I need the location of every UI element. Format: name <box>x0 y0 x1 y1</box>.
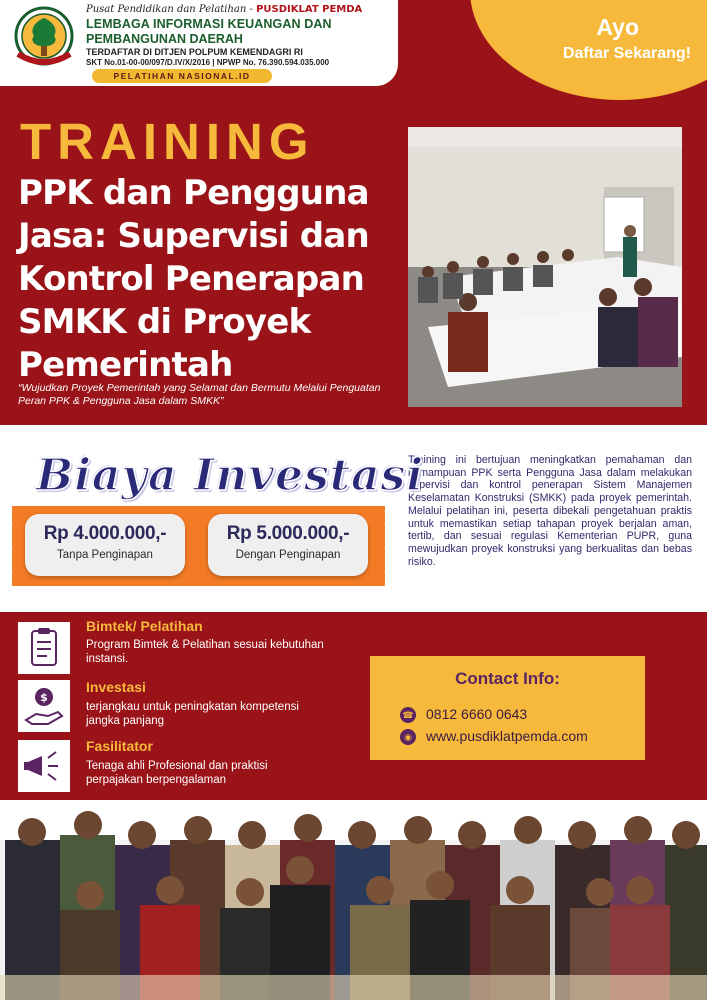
money-hand-icon <box>18 680 70 732</box>
training-tagline: “Wujudkan Proyek Pemerintah yang Selamat dan Bermutu Melalui Penguatan Peran PPK & Pengguna Jasa dalam SMKK” <box>18 382 381 407</box>
phone-icon: ☎ <box>400 707 416 723</box>
pricing-title: Biaya Investasi <box>36 450 425 501</box>
cta-line-2[interactable]: Daftar Sekarang! <box>562 45 691 62</box>
price-amount: Rp 4.000.000,- <box>43 523 167 544</box>
registration-text: TERDAFTAR DI DITJEN POLPUM KEMENDAGRI RI <box>86 47 303 57</box>
header-line-1: Pusat Pendidikan dan Pelatihan - PUSDIKLAT PEMDA <box>86 4 363 15</box>
feature-text-investasi: terjangkau untuk peningkatan kompetensi jangka panjang <box>86 701 299 727</box>
organization-header <box>0 0 398 86</box>
feature-text-bimtek: Program Bimtek & Pelatihan sesuai kebutuhan instansi. <box>86 639 324 665</box>
website-link[interactable]: www.pusdiklatpemda.com <box>426 728 588 744</box>
skt-npwp-text: SKT No.01-00-00/097/D.IV/X/2016 | NPWP No. 76.390.594.035.000 <box>86 58 330 67</box>
classroom-photo <box>408 127 682 407</box>
contact-website[interactable] <box>400 728 588 745</box>
contact-phone[interactable] <box>400 706 527 723</box>
megaphone-icon <box>18 740 70 792</box>
svg-text:$: $ <box>40 691 48 704</box>
clipboard-icon <box>18 622 70 674</box>
website-badge[interactable]: PELATIHAN NASIONAL.ID <box>92 69 272 83</box>
org-name-line-1: LEMBAGA INFORMASI KEUANGAN DAN <box>86 17 332 31</box>
price-amount: Rp 5.000.000,- <box>226 523 350 544</box>
organization-logo <box>8 6 80 68</box>
training-label: TRAINING <box>20 113 315 170</box>
feature-text-fasilitator: Tenaga ahli Profesional dan praktisi perpajakan berpengalaman <box>86 760 268 786</box>
org-name-line-2: PEMBANGUNAN DAERAH <box>86 32 243 46</box>
feature-title-bimtek: Bimtek/ Pelatihan <box>86 618 203 634</box>
feature-title-investasi: Investasi <box>86 679 146 695</box>
group-photo <box>0 800 707 1000</box>
training-description: Training ini bertujuan meningkatkan pemahaman dan kemampuan PPK serta Pengguna Jasa dalam melakukan supervisi dan kontrol penerapan Sistem Manajemen Keselamatan Konstruksi (SMKK) pada proyek pemerintah. Melalui pelatihan ini, peserta dibekali pengetahuan praktis untuk memastikan setiap tahapan proyek berjalan aman, tertib, dan sesuai regulasi Kementerian PUPR, guna mewujudkan proyek konstruksi yang berkualitas dan bebas risiko. <box>408 454 692 568</box>
price-option-with-lodging[interactable] <box>208 514 368 576</box>
price-option-without-lodging[interactable] <box>25 514 185 576</box>
price-note: Tanpa Penginapan <box>57 549 153 561</box>
training-title: PPK dan Pengguna Jasa: Supervisi dan Kontrol Penerapan SMKK di Proyek Pemerintah <box>18 173 369 385</box>
cta-line-1[interactable]: Ayo <box>596 14 639 40</box>
price-note: Dengan Penginapan <box>235 549 341 561</box>
contact-box <box>370 656 645 760</box>
globe-icon: ◉ <box>400 729 416 745</box>
contact-title: Contact Info: <box>455 669 560 688</box>
phone-number[interactable]: 0812 6660 0643 <box>426 706 528 722</box>
feature-title-fasilitator: Fasilitator <box>86 738 153 754</box>
